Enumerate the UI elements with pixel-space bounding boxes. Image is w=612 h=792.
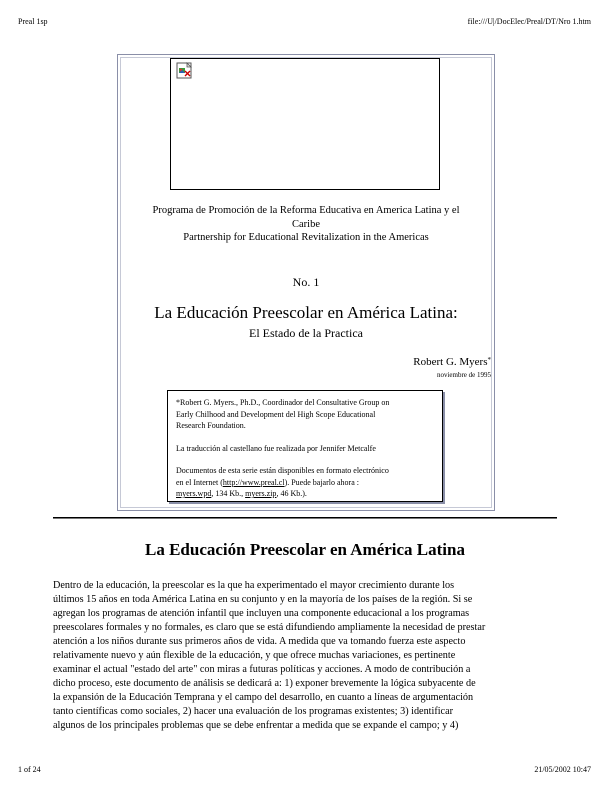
body-line: últimos 15 años en toda América Latina en su conjunto y en la mayoría de los países de la región. Si se (53, 594, 473, 605)
body-line: agregan los programas de atención infantil que incluyen una componente educacional a los programas (53, 608, 470, 619)
download-line (176, 477, 438, 489)
download-files-line (176, 488, 438, 500)
credit-line: *Robert G. Myers., Ph.D., Coordinador del Consultative Group on (176, 398, 390, 407)
preal-website-link[interactable]: http://www.preal.cl (222, 477, 285, 487)
document-number: No. 1 (292, 275, 320, 289)
zip-size: , 46 Kb.). (276, 489, 307, 498)
program-line: Caribe (292, 218, 320, 230)
article-title: La Educación Preescolar en América Latina (145, 540, 465, 559)
program-line: Partnership for Educational Revitalization in the Americas (183, 232, 429, 243)
body-line: Dentro de la educación, la preescolar es la que ha experimentado el mayor crecimiento durante los (53, 580, 455, 591)
cover-title: La Educación Preescolar en América Latina: (154, 303, 458, 322)
header-file-url: file:///U|/DocElec/Preal/DT/Nro 1.htm (467, 17, 591, 26)
footer-page-count: 1 of 24 (18, 765, 41, 774)
wpd-size: , 134 Kb., (211, 489, 246, 498)
download-line-pre: en el Internet ( (176, 477, 223, 487)
translation-credit: La traducción al castellano fue realizada por Jennifer Metcalfe (176, 444, 376, 453)
body-line: preescolares formales y no formales, es claro que se está difundiendo ampliamente la necesidad de prestar (53, 622, 486, 633)
body-line: atención a los niños durante sus primeros años de vida. A medida que va tomando fuerza este aspecto (53, 636, 466, 647)
program-line: Programa de Promoción de la Reforma Educativa en America Latina y el (152, 205, 460, 216)
body-line: tanto científicas como sociales, 2) hacer una evaluación de los programas existentes; 3) identificar (53, 706, 453, 717)
header-page-title: Preal 1sp (18, 17, 48, 26)
download-info (176, 465, 438, 500)
publication-date: noviembre de 1995 (436, 371, 491, 379)
horizontal-divider (53, 517, 557, 519)
cover-subtitle: El Estado de la Practica (249, 326, 363, 340)
broken-image-icon (176, 62, 194, 80)
body-line: examinar el actual "estado del arte" con miras a futuras políticas y acciones. A modo de contribución a (53, 664, 471, 675)
author-name-text: Robert G. Myers (413, 356, 488, 368)
logo-image-placeholder (170, 58, 440, 190)
author-credit (176, 397, 438, 432)
author-name (413, 356, 491, 368)
body-line: relativamente nuevo y aún flexible de la educación, y que ofrece muchas variaciones, es pertinente (53, 650, 456, 661)
program-name (124, 204, 488, 245)
download-line-post: ). Puede bajarlo ahora : (284, 477, 359, 487)
credit-line: Research Foundation. (176, 421, 246, 430)
download-line: Documentos de esta serie están disponibles en formato electrónico (176, 466, 389, 475)
author-footnote-mark: * (487, 356, 491, 364)
author-note-box (167, 390, 443, 502)
wpd-download-link[interactable]: myers.wpd (176, 489, 212, 498)
article-body (53, 579, 561, 733)
credit-line: Early Chilhood and Development del High Scope Educational (176, 409, 376, 419)
zip-download-link[interactable]: myers.zip (245, 489, 277, 498)
body-line: la expansión de la Educación Temprana y el campo del desarrollo, en cuanto a líneas de argumentación (53, 692, 474, 703)
body-line: algunos de los principales problemas que se debe enfrentar a medida que se expande el campo; y 4) (53, 720, 459, 731)
body-line: dicho proceso, este documento de análisis se dedicará a: 1) exponer brevemente la lógica subyacente de (53, 678, 476, 689)
footer-timestamp: 21/05/2002 10:47 (534, 765, 591, 774)
